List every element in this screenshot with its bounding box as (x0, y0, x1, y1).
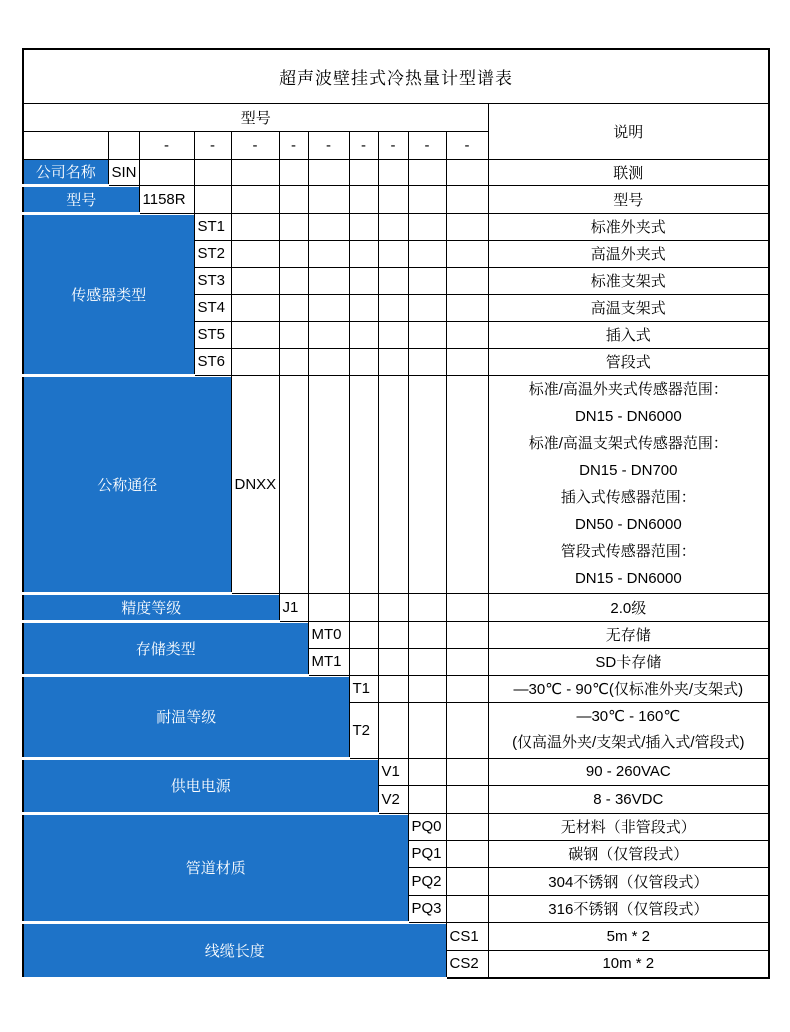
description-line: DN15 - DN700 (579, 462, 678, 479)
description-cell: 无存储 (488, 621, 769, 648)
empty-cell (408, 621, 446, 648)
description-cell (488, 702, 769, 758)
empty-cell (446, 294, 488, 321)
empty-cell (308, 294, 349, 321)
description-cell: 8 - 36VDC (488, 785, 769, 813)
empty-cell (446, 321, 488, 348)
empty-cell (408, 213, 446, 240)
code-cell-pq1: PQ1 (408, 840, 446, 867)
empty-cell (231, 185, 279, 213)
code-cell-1158r: 1158R (139, 185, 194, 213)
empty-cell (308, 348, 349, 375)
code-cell-pq2: PQ2 (408, 867, 446, 895)
separator-cell: - (139, 131, 194, 159)
empty-cell (408, 159, 446, 185)
section-label-power-supply: 供电电源 (23, 758, 378, 813)
description-line: DN15 - DN6000 (574, 408, 682, 425)
code-cell-pq0: PQ0 (408, 813, 446, 840)
empty-cell (446, 185, 488, 213)
description-cell: 2.0级 (488, 593, 769, 621)
empty-cell (308, 240, 349, 267)
empty-cell (446, 840, 488, 867)
empty-cell (408, 321, 446, 348)
separator-cell: - (194, 131, 231, 159)
empty-cell (446, 348, 488, 375)
section-label-accuracy-class: 精度等级 (23, 593, 279, 621)
description-cell: 管段式 (488, 348, 769, 375)
code-cell-v2: V2 (378, 785, 408, 813)
description-line: DN50 - DN6000 (574, 516, 682, 533)
empty-cell (279, 375, 308, 593)
empty-cell (446, 648, 488, 675)
empty-cell (446, 758, 488, 785)
code-cell-st1: ST1 (194, 213, 231, 240)
description-line: 管段式传感器范围： (560, 543, 696, 560)
empty-cell (446, 213, 488, 240)
code-cell-st3: ST3 (194, 267, 231, 294)
empty-cell (279, 294, 308, 321)
code-cell-t2: T2 (349, 702, 378, 758)
empty-cell (408, 648, 446, 675)
empty-cell (446, 813, 488, 840)
empty-cell (408, 267, 446, 294)
code-cell-st4: ST4 (194, 294, 231, 321)
code-cell-cs1: CS1 (446, 922, 488, 950)
empty-cell (378, 675, 408, 702)
empty-cell (408, 375, 446, 593)
empty-cell (349, 348, 378, 375)
empty-cell (446, 895, 488, 922)
empty-cell (378, 321, 408, 348)
empty-cell (378, 375, 408, 593)
empty-cell (231, 321, 279, 348)
empty-cell (308, 375, 349, 593)
separator-cell: - (408, 131, 446, 159)
empty-cell (378, 267, 408, 294)
section-label-sensor-type: 传感器类型 (23, 213, 194, 375)
empty-cell (349, 593, 378, 621)
empty-cell (378, 593, 408, 621)
empty-cell (308, 159, 349, 185)
empty-cell (408, 785, 446, 813)
empty-cell (231, 267, 279, 294)
section-label-cable-length: 线缆长度 (23, 922, 446, 978)
empty-cell (308, 593, 349, 621)
code-cell-mt0: MT0 (308, 621, 349, 648)
section-label-nominal-diameter: 公称通径 (23, 375, 231, 593)
empty-cell (446, 785, 488, 813)
code-cell-dnxx: DNXX (231, 375, 279, 593)
empty-cell (378, 240, 408, 267)
description-line: 标准/高温支架式传感器范围： (528, 435, 728, 452)
empty-cell (349, 240, 378, 267)
empty-cell (378, 294, 408, 321)
description-cell: 插入式 (488, 321, 769, 348)
description-cell: 高温外夹式 (488, 240, 769, 267)
empty-cell (308, 267, 349, 294)
separator-cell: - (378, 131, 408, 159)
empty-cell (378, 648, 408, 675)
empty-cell (446, 621, 488, 648)
description-cell: 无材料（非管段式） (488, 813, 769, 840)
empty-cell (378, 702, 408, 758)
empty-cell (408, 240, 446, 267)
empty-cell (446, 702, 488, 758)
description-cell: 90 - 260VAC (488, 758, 769, 785)
code-cell-j1: J1 (279, 593, 308, 621)
empty-cell (108, 131, 139, 159)
description-cell: SD卡存储 (488, 648, 769, 675)
description-header: 说明 (488, 103, 769, 159)
empty-cell (279, 348, 308, 375)
code-cell-pq3: PQ3 (408, 895, 446, 922)
empty-cell (446, 675, 488, 702)
model-selection-table (22, 48, 770, 980)
section-label-company-name: 公司名称 (23, 159, 108, 185)
description-line: (仅高温外夹/支架式/插入式/管段式) (512, 734, 745, 751)
description-line: DN15 - DN6000 (574, 570, 682, 587)
section-label-temperature-rating: 耐温等级 (23, 675, 349, 758)
empty-cell (279, 159, 308, 185)
empty-cell (231, 159, 279, 185)
description-cell: 型号 (488, 185, 769, 213)
empty-cell (446, 159, 488, 185)
empty-cell (308, 185, 349, 213)
empty-cell (378, 185, 408, 213)
empty-cell (378, 213, 408, 240)
description-cell: 标准外夹式 (488, 213, 769, 240)
empty-cell (279, 321, 308, 348)
empty-cell (308, 213, 349, 240)
empty-cell (349, 621, 378, 648)
separator-cell: - (446, 131, 488, 159)
empty-cell (408, 675, 446, 702)
code-cell-t1: T1 (349, 675, 378, 702)
code-cell-mt1: MT1 (308, 648, 349, 675)
description-line: 标准/高温外夹式传感器范围： (528, 381, 728, 398)
empty-cell (349, 648, 378, 675)
empty-cell (349, 213, 378, 240)
code-cell-cs2: CS2 (446, 950, 488, 978)
empty-cell (349, 159, 378, 185)
description-line: 插入式传感器范围： (560, 489, 696, 506)
description-cell: 5m * 2 (488, 922, 769, 950)
description-cell: 304不锈钢（仅管段式） (488, 867, 769, 895)
separator-cell: - (308, 131, 349, 159)
description-cell: 10m * 2 (488, 950, 769, 978)
description-cell: 高温支架式 (488, 294, 769, 321)
empty-cell (408, 702, 446, 758)
description-cell: —30℃ - 90℃(仅标准外夹/支架式) (488, 675, 769, 702)
empty-cell (446, 867, 488, 895)
empty-cell (279, 267, 308, 294)
empty-cell (279, 185, 308, 213)
empty-cell (139, 159, 194, 185)
empty-cell (349, 321, 378, 348)
empty-cell (231, 240, 279, 267)
code-cell-st6: ST6 (194, 348, 231, 375)
description-line: —30℃ - 160℃ (576, 708, 681, 725)
empty-cell (408, 294, 446, 321)
empty-cell (194, 159, 231, 185)
code-cell-v1: V1 (378, 758, 408, 785)
empty-cell (378, 159, 408, 185)
model-number-header: 型号 (23, 103, 488, 131)
empty-cell (349, 185, 378, 213)
empty-cell (408, 758, 446, 785)
empty-cell (194, 185, 231, 213)
description-cell: 标准支架式 (488, 267, 769, 294)
empty-cell (308, 321, 349, 348)
empty-cell (349, 294, 378, 321)
empty-cell (446, 593, 488, 621)
description-cell: 联测 (488, 159, 769, 185)
empty-cell (446, 375, 488, 593)
section-label-model: 型号 (23, 185, 139, 213)
empty-cell (408, 593, 446, 621)
empty-cell (446, 267, 488, 294)
empty-cell (231, 348, 279, 375)
separator-cell: - (231, 131, 279, 159)
empty-cell (231, 213, 279, 240)
table-title: 超声波壁挂式冷热量计型谱表 (23, 49, 769, 103)
separator-cell: - (279, 131, 308, 159)
empty-cell (408, 185, 446, 213)
empty-cell (408, 348, 446, 375)
empty-cell (378, 348, 408, 375)
empty-cell (446, 240, 488, 267)
code-cell-st5: ST5 (194, 321, 231, 348)
code-cell-st2: ST2 (194, 240, 231, 267)
empty-cell (23, 131, 108, 159)
description-cell: 碳钢（仅管段式） (488, 840, 769, 867)
separator-cell: - (349, 131, 378, 159)
section-label-storage-type: 存储类型 (23, 621, 308, 675)
empty-cell (349, 375, 378, 593)
empty-cell (378, 621, 408, 648)
code-cell-sin: SIN (108, 159, 139, 185)
empty-cell (231, 294, 279, 321)
description-cell (488, 375, 769, 593)
empty-cell (279, 240, 308, 267)
empty-cell (279, 213, 308, 240)
section-label-pipe-material: 管道材质 (23, 813, 408, 922)
empty-cell (349, 267, 378, 294)
description-cell: 316不锈钢（仅管段式） (488, 895, 769, 922)
